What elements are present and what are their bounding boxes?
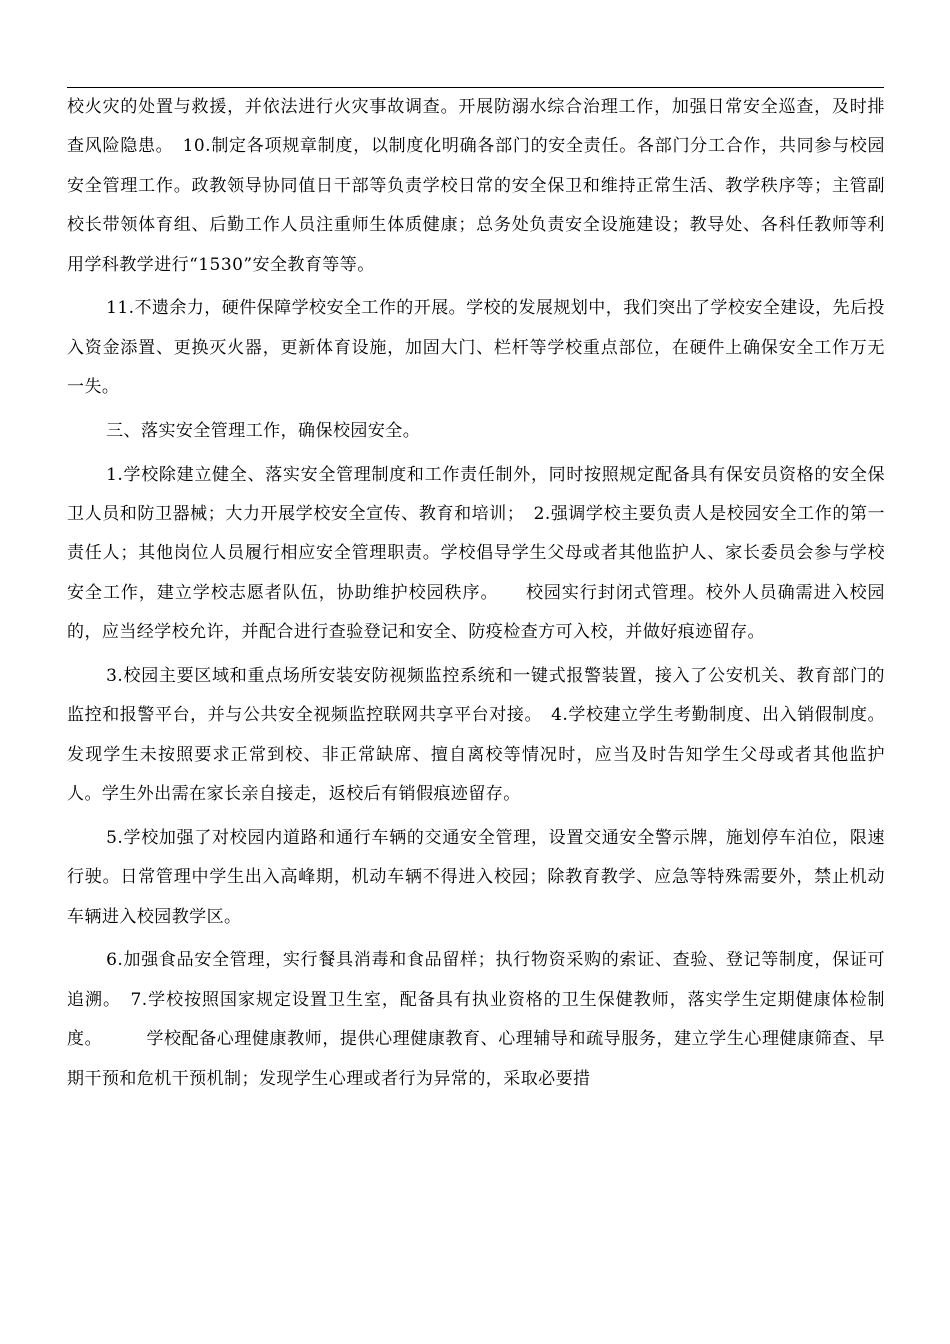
paragraph-1: 校火灾的处置与救援，并依法进行火灾事故调查。开展防溺水综合治理工作，加强日常安全巡查，及时排查风险隐患。 10.制定各项规章制度，以制度化明确各部门的安全责任。各部门分工合作，共同参与校园安全管理工作。政教领导协同值日干部等负责学校日常的安全保卫和维持正常生活、教学秩序等；主管副校长带领体育组、后勤工作人员注重师生体质健康；总务处负责安全设施建设；教导处、各科任教师等利用学科教学进行“1530”安全教育等等。 xyxy=(67,97,885,275)
paragraph-5: 5.学校加强了对校园内道路和通行车辆的交通安全管理，设置交通安全警示牌，施划停车泊位，限速行驶。日常管理中学生出入高峰期，机动车辆不得进入校园；除教育教学、应急等特殊需要外，禁止机动车辆进入校园教学区。 xyxy=(67,827,885,927)
paragraph-3: 1.学校除建立健全、落实安全管理制度和工作责任制外，同时按照规定配备具有保安员资格的安全保卫人员和防卫器械；大力开展学校安全宣传、教育和培训； 2.强调学校主要负责人是校园安全工作的第一责任人；其他岗位人员履行相应安全管理职责。学校倡导学生父母或者其他监护人、家长委员会参与学校安全工作，建立学校志愿者队伍，协助维护校园秩序。 校园实行封闭式管理。校外人员确需进入校园的，应当经学校允许，并配合进行查验登记和安全、防疫检查方可入校，并做好痕迹留存。 xyxy=(67,464,885,643)
section-heading: 三、落实安全管理工作，确保校园安全。 xyxy=(106,420,421,441)
paragraph-2: 11.不遗余力，硬件保障学校安全工作的开展。学校的发展规划中，我们突出了学校安全建设，先后投入资金添置、更换灭火器，更新体育设施，加固大门、栏杆等学校重点部位，在硬件上确保安全工作万无一失。 xyxy=(67,298,885,398)
paragraph-4: 3.校园主要区域和重点场所安装安防视频监控系统和一键式报警装置，接入了公安机关、教育部门的监控和报警平台，并与公共安全视频监控联网共享平台对接。 4.学校建立学生考勤制度、出入销假制度。发现学生未按照要求正常到校、非正常缺席、擅自离校等情况时，应当及时告知学生父母或者其他监护人。学生外出需在家长亲自接走，返校后有销假痕迹留存。 xyxy=(67,665,885,805)
paragraph-6: 6.加强食品安全管理，实行餐具消毒和食品留样；执行物资采购的索证、查验、登记等制度，保证可追溯。 7.学校按照国家规定设置卫生室，配备具有执业资格的卫生保健教师，落实学生定期健康体检制度。 学校配备心理健康教师，提供心理健康教育、心理辅导和疏导服务，建立学生心理健康筛查、早期干预和危机干预机制；发现学生心理或者行为异常的，采取必要措 xyxy=(67,950,885,1089)
document-body xyxy=(67,88,885,1103)
